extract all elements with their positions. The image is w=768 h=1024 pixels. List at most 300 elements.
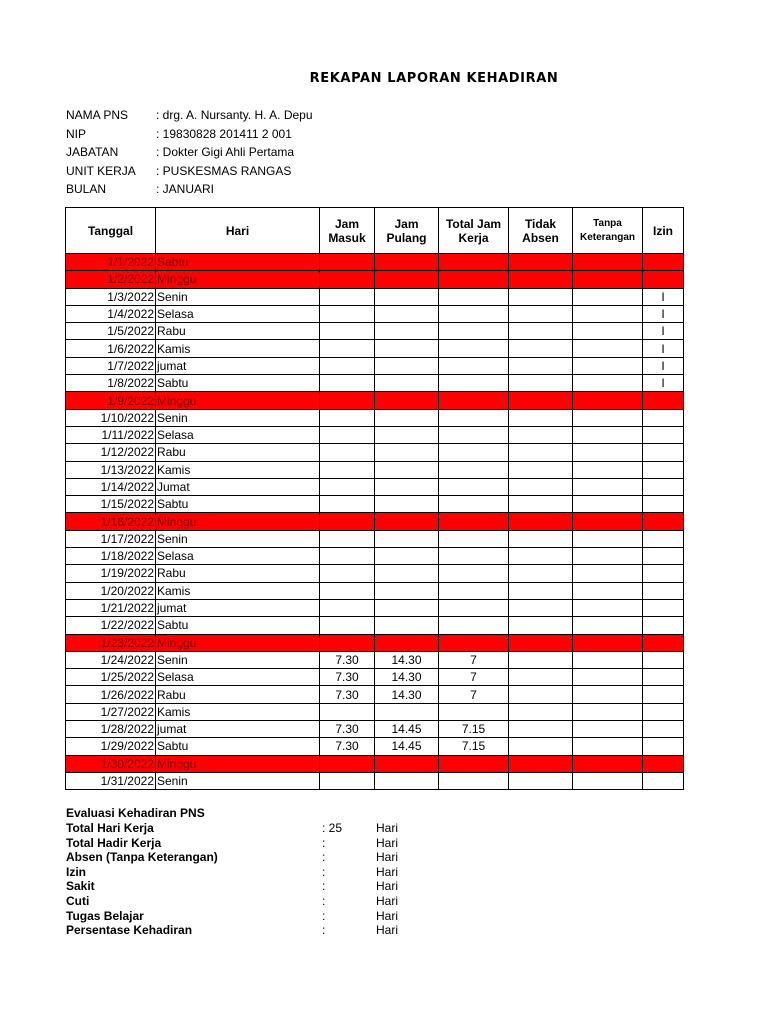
info-label: NAMA PNS [66,108,129,122]
cell-izin [643,513,684,530]
cell-jam-masuk [320,305,375,322]
cell-date: 1/20/2022 [66,582,156,599]
cell-tidak-absen [509,357,573,374]
cell-tanpa-keterangan [573,305,643,322]
cell-date: 1/24/2022 [66,651,156,668]
table-row [66,755,684,772]
cell-jam-masuk [320,617,375,634]
cell-total-jam-kerja [439,392,509,409]
cell-tanpa-keterangan [573,375,643,392]
cell-jam-masuk [320,426,375,443]
cell-tidak-absen [509,548,573,565]
cell-tanpa-keterangan [573,617,643,634]
cell-total-jam-kerja [439,478,509,495]
table-row [66,340,684,357]
cell-izin [643,392,684,409]
info-row-bulan [66,180,313,199]
cell-day: Jumat [156,478,320,495]
cell-date: 1/12/2022 [66,444,156,461]
cell-izin [643,599,684,616]
cell-izin [643,496,684,513]
cell-jam-masuk [320,271,375,288]
cell-total-jam-kerja [439,634,509,651]
table-row [66,634,684,651]
cell-tidak-absen [509,582,573,599]
cell-tanpa-keterangan [573,721,643,738]
cell-date: 1/30/2022 [66,755,156,772]
cell-jam-pulang [375,634,439,651]
cell-total-jam-kerja [439,323,509,340]
table-row [66,530,684,547]
cell-jam-masuk [320,772,375,789]
cell-jam-masuk [320,340,375,357]
cell-date: 1/9/2022 [66,392,156,409]
cell-jam-pulang [375,288,439,305]
cell-tanpa-keterangan [573,582,643,599]
attendance-table [65,207,684,790]
cell-date: 1/7/2022 [66,357,156,374]
cell-jam-pulang [375,392,439,409]
cell-tidak-absen [509,426,573,443]
cell-tidak-absen [509,617,573,634]
cell-day: Senin [156,651,320,668]
cell-jam-masuk [320,496,375,513]
cell-jam-masuk [320,409,375,426]
info-value: : drg. A. Nursanty. H. A. Depu [156,108,313,122]
cell-day: Sabtu [156,617,320,634]
evaluation-label: Izin [66,864,86,879]
cell-tidak-absen [509,323,573,340]
cell-jam-masuk [320,634,375,651]
cell-tanpa-keterangan [573,271,643,288]
evaluation-label: Persentase Kehadiran [66,923,193,938]
evaluation-label: Total Hadir Kerja [66,835,162,850]
cell-tidak-absen [509,738,573,755]
cell-total-jam-kerja [439,375,509,392]
cell-total-jam-kerja [439,444,509,461]
cell-date: 1/23/2022 [66,634,156,651]
evaluation-unit: Hari [376,923,399,938]
cell-jam-masuk [320,323,375,340]
evaluation-unit: Hari [376,821,399,835]
evaluation-value: : [322,908,326,923]
cell-tanpa-keterangan [573,565,643,582]
cell-total-jam-kerja [439,565,509,582]
table-row [66,599,684,616]
cell-jam-pulang [375,548,439,565]
cell-jam-masuk: 7.30 [320,651,375,668]
cell-tanpa-keterangan [573,651,643,668]
evaluation-value: : 25 [322,821,343,835]
cell-date: 1/21/2022 [66,599,156,616]
table-row [66,478,684,495]
cell-tidak-absen [509,340,573,357]
cell-day: Senin [156,530,320,547]
cell-total-jam-kerja [439,288,509,305]
cell-day: Kamis [156,582,320,599]
cell-total-jam-kerja [439,340,509,357]
cell-izin: I [643,357,684,374]
cell-izin [643,530,684,547]
cell-tanpa-keterangan [573,357,643,374]
cell-day: jumat [156,357,320,374]
info-row-jabatan [66,143,313,162]
cell-date: 1/13/2022 [66,461,156,478]
cell-day: jumat [156,721,320,738]
cell-total-jam-kerja: 7.15 [439,721,509,738]
cell-total-jam-kerja: 7 [439,651,509,668]
table-row [66,323,684,340]
cell-tanpa-keterangan [573,772,643,789]
evaluation-unit: Hari [376,908,399,923]
cell-tanpa-keterangan [573,686,643,703]
cell-tidak-absen [509,669,573,686]
cell-tanpa-keterangan [573,599,643,616]
cell-jam-masuk [320,444,375,461]
cell-date: 1/16/2022 [66,513,156,530]
cell-day: Kamis [156,340,320,357]
cell-tidak-absen [509,634,573,651]
cell-izin [643,617,684,634]
cell-total-jam-kerja: 7 [439,686,509,703]
table-row [66,305,684,322]
header-izin: Izin [643,208,684,254]
cell-tidak-absen [509,271,573,288]
cell-day: Rabu [156,565,320,582]
cell-jam-masuk [320,582,375,599]
cell-total-jam-kerja [439,582,509,599]
cell-date: 1/18/2022 [66,548,156,565]
cell-tanpa-keterangan [573,548,643,565]
header-jam-pulang: Jam Pulang [375,208,439,254]
table-row [66,703,684,720]
header-total-jam-kerja: Total Jam Kerja [439,208,509,254]
table-row [66,721,684,738]
cell-day: Minggu [156,271,320,288]
table-row [66,496,684,513]
cell-jam-pulang [375,530,439,547]
cell-day: jumat [156,599,320,616]
cell-jam-masuk [320,357,375,374]
cell-day: Selasa [156,305,320,322]
table-header-row [66,208,684,254]
cell-day: Rabu [156,323,320,340]
cell-total-jam-kerja: 7.15 [439,738,509,755]
evaluation-title: Evaluasi Kehadiran PNS [66,806,205,820]
cell-tanpa-keterangan [573,254,643,271]
cell-tanpa-keterangan [573,288,643,305]
cell-jam-pulang: 14.30 [375,651,439,668]
cell-jam-masuk [320,478,375,495]
cell-izin [643,426,684,443]
cell-jam-masuk [320,530,375,547]
cell-tanpa-keterangan [573,444,643,461]
cell-jam-pulang [375,772,439,789]
cell-tidak-absen [509,409,573,426]
cell-total-jam-kerja [439,548,509,565]
cell-tanpa-keterangan [573,323,643,340]
cell-jam-pulang [375,478,439,495]
table-row [66,271,684,288]
table-row [66,288,684,305]
cell-izin [643,634,684,651]
cell-total-jam-kerja [439,496,509,513]
table-row [66,669,684,686]
cell-jam-pulang: 14.45 [375,721,439,738]
evaluation-unit: Hari [376,850,399,865]
header-tidak-absen: Tidak Absen [509,208,573,254]
cell-izin [643,271,684,288]
cell-date: 1/11/2022 [66,426,156,443]
table-row [66,357,684,374]
cell-tanpa-keterangan [573,738,643,755]
cell-jam-pulang [375,426,439,443]
table-row [66,651,684,668]
table-row [66,444,684,461]
employee-info [66,106,313,199]
cell-total-jam-kerja [439,254,509,271]
cell-izin [643,686,684,703]
info-label: JABATAN [66,145,119,159]
table-row [66,738,684,755]
cell-jam-masuk [320,461,375,478]
cell-jam-pulang [375,703,439,720]
evaluation-row [66,821,398,836]
cell-date: 1/26/2022 [66,686,156,703]
evaluation-row [66,865,398,880]
evaluation-row [66,923,398,938]
cell-date: 1/8/2022 [66,375,156,392]
cell-izin: I [643,340,684,357]
table-row [66,409,684,426]
report-title: REKAPAN LAPORAN KEHADIRAN [309,71,559,86]
table-row [66,582,684,599]
cell-jam-pulang [375,755,439,772]
cell-date: 1/1/2022 [66,254,156,271]
cell-jam-masuk [320,254,375,271]
cell-jam-pulang [375,617,439,634]
cell-izin [643,254,684,271]
cell-day: Sabtu [156,738,320,755]
cell-tidak-absen [509,288,573,305]
cell-day: Minggu [156,513,320,530]
evaluation-row [66,894,398,909]
cell-date: 1/15/2022 [66,496,156,513]
header-hari: Hari [156,208,320,254]
cell-date: 1/2/2022 [66,271,156,288]
cell-tidak-absen [509,755,573,772]
evaluation-value: : [322,893,326,908]
table-row [66,548,684,565]
cell-tanpa-keterangan [573,478,643,495]
cell-tanpa-keterangan [573,496,643,513]
evaluation-value: : [322,879,326,894]
cell-day: Minggu [156,392,320,409]
cell-izin [643,755,684,772]
evaluation-value: : [322,864,326,879]
header-tanggal: Tanggal [66,208,156,254]
info-label: UNIT KERJA [66,163,136,178]
cell-tidak-absen [509,375,573,392]
cell-izin: I [643,288,684,305]
cell-date: 1/6/2022 [66,340,156,357]
cell-day: Sabtu [156,496,320,513]
cell-tidak-absen [509,686,573,703]
cell-tanpa-keterangan [573,340,643,357]
evaluation-section [66,806,398,938]
cell-jam-masuk: 7.30 [320,686,375,703]
cell-tanpa-keterangan [573,530,643,547]
cell-izin [643,721,684,738]
cell-tidak-absen [509,478,573,495]
cell-tanpa-keterangan [573,409,643,426]
cell-total-jam-kerja [439,530,509,547]
cell-tanpa-keterangan [573,755,643,772]
cell-tidak-absen [509,513,573,530]
cell-date: 1/17/2022 [66,530,156,547]
evaluation-label: Sakit [66,879,95,894]
evaluation-unit: Hari [376,864,399,879]
cell-tidak-absen [509,721,573,738]
cell-total-jam-kerja [439,772,509,789]
cell-jam-pulang [375,599,439,616]
cell-tidak-absen [509,599,573,616]
evaluation-row [66,909,398,924]
cell-izin [643,565,684,582]
cell-jam-pulang [375,444,439,461]
cell-date: 1/28/2022 [66,721,156,738]
cell-total-jam-kerja [439,409,509,426]
cell-tanpa-keterangan [573,669,643,686]
cell-tanpa-keterangan [573,513,643,530]
info-label: BULAN [66,182,107,196]
info-row-nip [66,125,313,144]
cell-tidak-absen [509,461,573,478]
cell-date: 1/10/2022 [66,409,156,426]
cell-jam-pulang [375,305,439,322]
info-label: NIP [66,126,87,141]
cell-day: Selasa [156,669,320,686]
info-value: : Dokter Gigi Ahli Pertama [156,145,295,159]
cell-jam-pulang [375,323,439,340]
table-row [66,375,684,392]
cell-total-jam-kerja [439,305,509,322]
cell-izin: I [643,323,684,340]
evaluation-label: Total Hari Kerja [66,821,154,835]
cell-day: Rabu [156,686,320,703]
evaluation-value: : [322,923,326,938]
cell-izin [643,772,684,789]
table-row [66,513,684,530]
cell-total-jam-kerja [439,513,509,530]
cell-jam-masuk [320,565,375,582]
evaluation-unit: Hari [376,835,399,850]
cell-date: 1/31/2022 [66,772,156,789]
header-jam-masuk: Jam Masuk [320,208,375,254]
table-row [66,565,684,582]
cell-jam-pulang: 14.30 [375,669,439,686]
cell-jam-masuk: 7.30 [320,738,375,755]
cell-jam-masuk [320,513,375,530]
evaluation-label: Absen (Tanpa Keterangan) [66,850,218,865]
cell-tidak-absen [509,703,573,720]
cell-izin [643,651,684,668]
cell-day: Selasa [156,426,320,443]
evaluation-label: Tugas Belajar [66,908,144,923]
cell-tanpa-keterangan [573,426,643,443]
cell-jam-pulang [375,565,439,582]
cell-jam-masuk [320,392,375,409]
cell-day: Senin [156,288,320,305]
evaluation-row [66,879,398,894]
cell-jam-masuk: 7.30 [320,669,375,686]
cell-date: 1/3/2022 [66,288,156,305]
cell-date: 1/19/2022 [66,565,156,582]
cell-date: 1/29/2022 [66,738,156,755]
header-tanpa-keterangan: Tanpa Keterangan [573,208,643,254]
cell-day: Minggu [156,634,320,651]
evaluation-value: : [322,835,326,850]
cell-jam-pulang [375,496,439,513]
cell-day: Senin [156,772,320,789]
cell-jam-masuk: 7.30 [320,721,375,738]
cell-jam-masuk [320,703,375,720]
cell-izin [643,669,684,686]
cell-jam-pulang: 14.30 [375,686,439,703]
cell-tidak-absen [509,772,573,789]
table-row [66,686,684,703]
cell-tidak-absen [509,254,573,271]
cell-tidak-absen [509,444,573,461]
cell-tanpa-keterangan [573,703,643,720]
cell-jam-pulang [375,340,439,357]
cell-jam-pulang [375,582,439,599]
cell-date: 1/14/2022 [66,478,156,495]
cell-date: 1/4/2022 [66,305,156,322]
cell-jam-pulang [375,357,439,374]
cell-day: Senin [156,409,320,426]
cell-day: Rabu [156,444,320,461]
cell-jam-masuk [320,375,375,392]
info-value: : 19830828 201411 2 001 [156,126,292,141]
cell-jam-pulang [375,461,439,478]
cell-izin [643,461,684,478]
cell-tanpa-keterangan [573,634,643,651]
cell-jam-pulang [375,271,439,288]
cell-tidak-absen [509,305,573,322]
cell-day: Selasa [156,548,320,565]
table-row [66,617,684,634]
cell-total-jam-kerja [439,357,509,374]
cell-jam-masuk [320,288,375,305]
table-row [66,254,684,271]
cell-tidak-absen [509,392,573,409]
cell-jam-masuk [320,755,375,772]
cell-date: 1/27/2022 [66,703,156,720]
cell-total-jam-kerja [439,461,509,478]
evaluation-row [66,850,398,865]
cell-total-jam-kerja [439,271,509,288]
cell-total-jam-kerja [439,599,509,616]
cell-jam-pulang: 14.45 [375,738,439,755]
info-value: : JANUARI [156,182,215,196]
cell-day: Sabtu [156,254,320,271]
cell-jam-masuk [320,599,375,616]
cell-izin [643,703,684,720]
cell-jam-pulang [375,409,439,426]
cell-day: Kamis [156,703,320,720]
cell-tidak-absen [509,565,573,582]
